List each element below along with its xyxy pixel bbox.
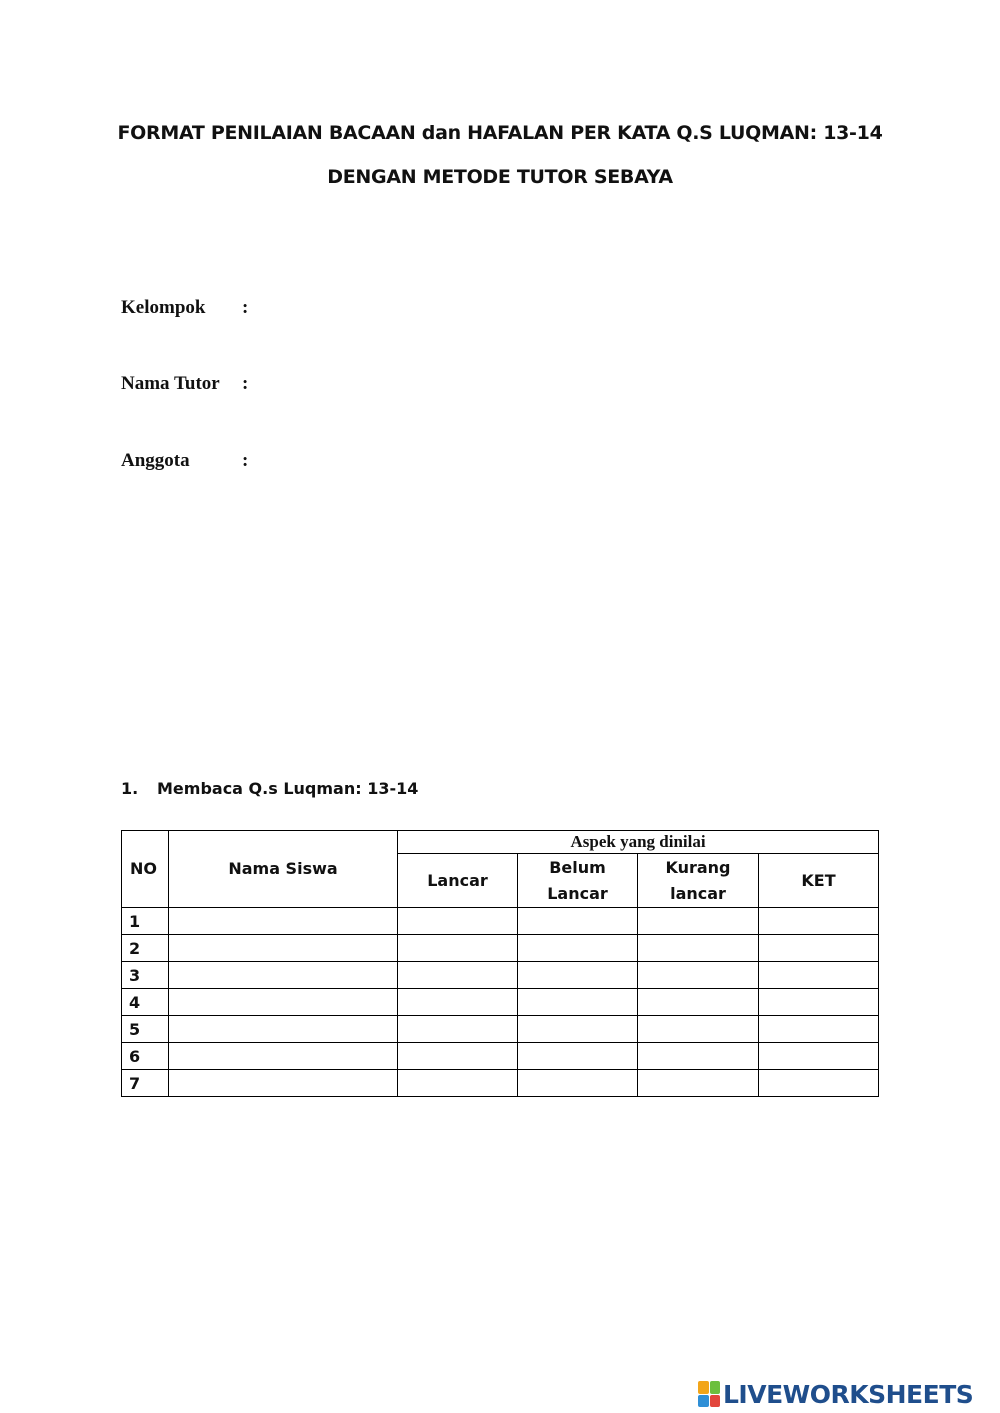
- assessment-table: [121, 830, 879, 1097]
- row-number: 3: [122, 962, 169, 989]
- row-number: 5: [122, 1016, 169, 1043]
- lancar-cell[interactable]: [398, 1043, 518, 1070]
- belum-lancar-cell[interactable]: [518, 908, 638, 935]
- ket-cell[interactable]: [759, 989, 879, 1016]
- liveworksheets-logo-text: LIVEWORKSHEETS: [723, 1379, 974, 1409]
- header-belum-lancar-line1: Belum: [549, 857, 606, 877]
- nama-siswa-cell[interactable]: [169, 1043, 398, 1070]
- page-subtitle: DENGAN METODE TUTOR SEBAYA: [327, 166, 673, 188]
- kurang-lancar-cell[interactable]: [638, 935, 759, 962]
- table-body: [122, 908, 879, 1097]
- kurang-lancar-cell[interactable]: [638, 1043, 759, 1070]
- table-row: [122, 1043, 879, 1070]
- ket-cell[interactable]: [759, 908, 879, 935]
- row-number: 4: [122, 989, 169, 1016]
- header-belum-lancar-line2: Lancar: [547, 883, 608, 903]
- section-heading: [121, 779, 418, 798]
- liveworksheets-logo-icon: [698, 1381, 720, 1407]
- field-kelompok-separator: :: [242, 297, 249, 318]
- logo-square-2: [710, 1381, 721, 1394]
- belum-lancar-cell[interactable]: [518, 1016, 638, 1043]
- ket-cell[interactable]: [759, 1043, 879, 1070]
- lancar-cell[interactable]: [398, 962, 518, 989]
- field-kelompok-label: Kelompok: [121, 297, 206, 318]
- table-row: [122, 989, 879, 1016]
- table-row: [122, 1070, 879, 1097]
- nama-siswa-cell[interactable]: [169, 908, 398, 935]
- header-ket: KET: [759, 854, 879, 908]
- table-row: [122, 1016, 879, 1043]
- header-lancar: Lancar: [398, 854, 518, 908]
- nama-siswa-cell[interactable]: [169, 1016, 398, 1043]
- field-anggota: [121, 450, 248, 472]
- belum-lancar-cell[interactable]: [518, 989, 638, 1016]
- ket-cell[interactable]: [759, 1016, 879, 1043]
- logo-square-4: [710, 1395, 721, 1408]
- row-number: 1: [122, 908, 169, 935]
- field-nama-tutor-separator: :: [242, 373, 249, 394]
- field-kelompok: [121, 297, 248, 319]
- row-number: 6: [122, 1043, 169, 1070]
- ket-cell[interactable]: [759, 935, 879, 962]
- kurang-lancar-cell[interactable]: [638, 989, 759, 1016]
- row-number: 7: [122, 1070, 169, 1097]
- belum-lancar-cell[interactable]: [518, 1070, 638, 1097]
- kurang-lancar-cell[interactable]: [638, 962, 759, 989]
- field-nama-tutor-label: Nama Tutor: [121, 373, 220, 394]
- belum-lancar-cell[interactable]: [518, 935, 638, 962]
- field-anggota-label: Anggota: [121, 450, 190, 471]
- belum-lancar-cell[interactable]: [518, 1043, 638, 1070]
- nama-siswa-cell[interactable]: [169, 1070, 398, 1097]
- nama-siswa-cell[interactable]: [169, 935, 398, 962]
- lancar-cell[interactable]: [398, 1016, 518, 1043]
- row-number: 2: [122, 935, 169, 962]
- kurang-lancar-cell[interactable]: [638, 1070, 759, 1097]
- header-nama-siswa: Nama Siswa: [169, 831, 398, 908]
- belum-lancar-cell[interactable]: [518, 962, 638, 989]
- logo-square-1: [698, 1381, 709, 1394]
- table-row: [122, 962, 879, 989]
- nama-siswa-cell[interactable]: [169, 989, 398, 1016]
- table-row: [122, 935, 879, 962]
- logo-square-3: [698, 1395, 709, 1408]
- header-aspek: Aspek yang dinilai: [398, 831, 879, 854]
- lancar-cell[interactable]: [398, 1070, 518, 1097]
- header-kurang-lancar-line2: lancar: [670, 883, 726, 903]
- ket-cell[interactable]: [759, 962, 879, 989]
- header-kurang-lancar-line1: Kurang: [665, 857, 731, 877]
- table-row: [122, 908, 879, 935]
- nama-siswa-cell[interactable]: [169, 962, 398, 989]
- section-heading-text: Membaca Q.s Luqman: 13-14: [157, 779, 419, 798]
- kurang-lancar-cell[interactable]: [638, 1016, 759, 1043]
- ket-cell[interactable]: [759, 1070, 879, 1097]
- field-nama-tutor: [121, 373, 248, 395]
- lancar-cell[interactable]: [398, 989, 518, 1016]
- liveworksheets-logo: [698, 1379, 973, 1409]
- lancar-cell[interactable]: [398, 908, 518, 935]
- field-anggota-separator: :: [242, 450, 249, 471]
- header-kurang-lancar: [638, 854, 759, 908]
- lancar-cell[interactable]: [398, 935, 518, 962]
- kurang-lancar-cell[interactable]: [638, 908, 759, 935]
- header-belum-lancar: [518, 854, 638, 908]
- page-title: FORMAT PENILAIAN BACAAN dan HAFALAN PER KATA Q.S LUQMAN: 13-14: [117, 122, 883, 144]
- header-no: NO: [122, 831, 169, 908]
- section-number: 1.: [121, 779, 139, 798]
